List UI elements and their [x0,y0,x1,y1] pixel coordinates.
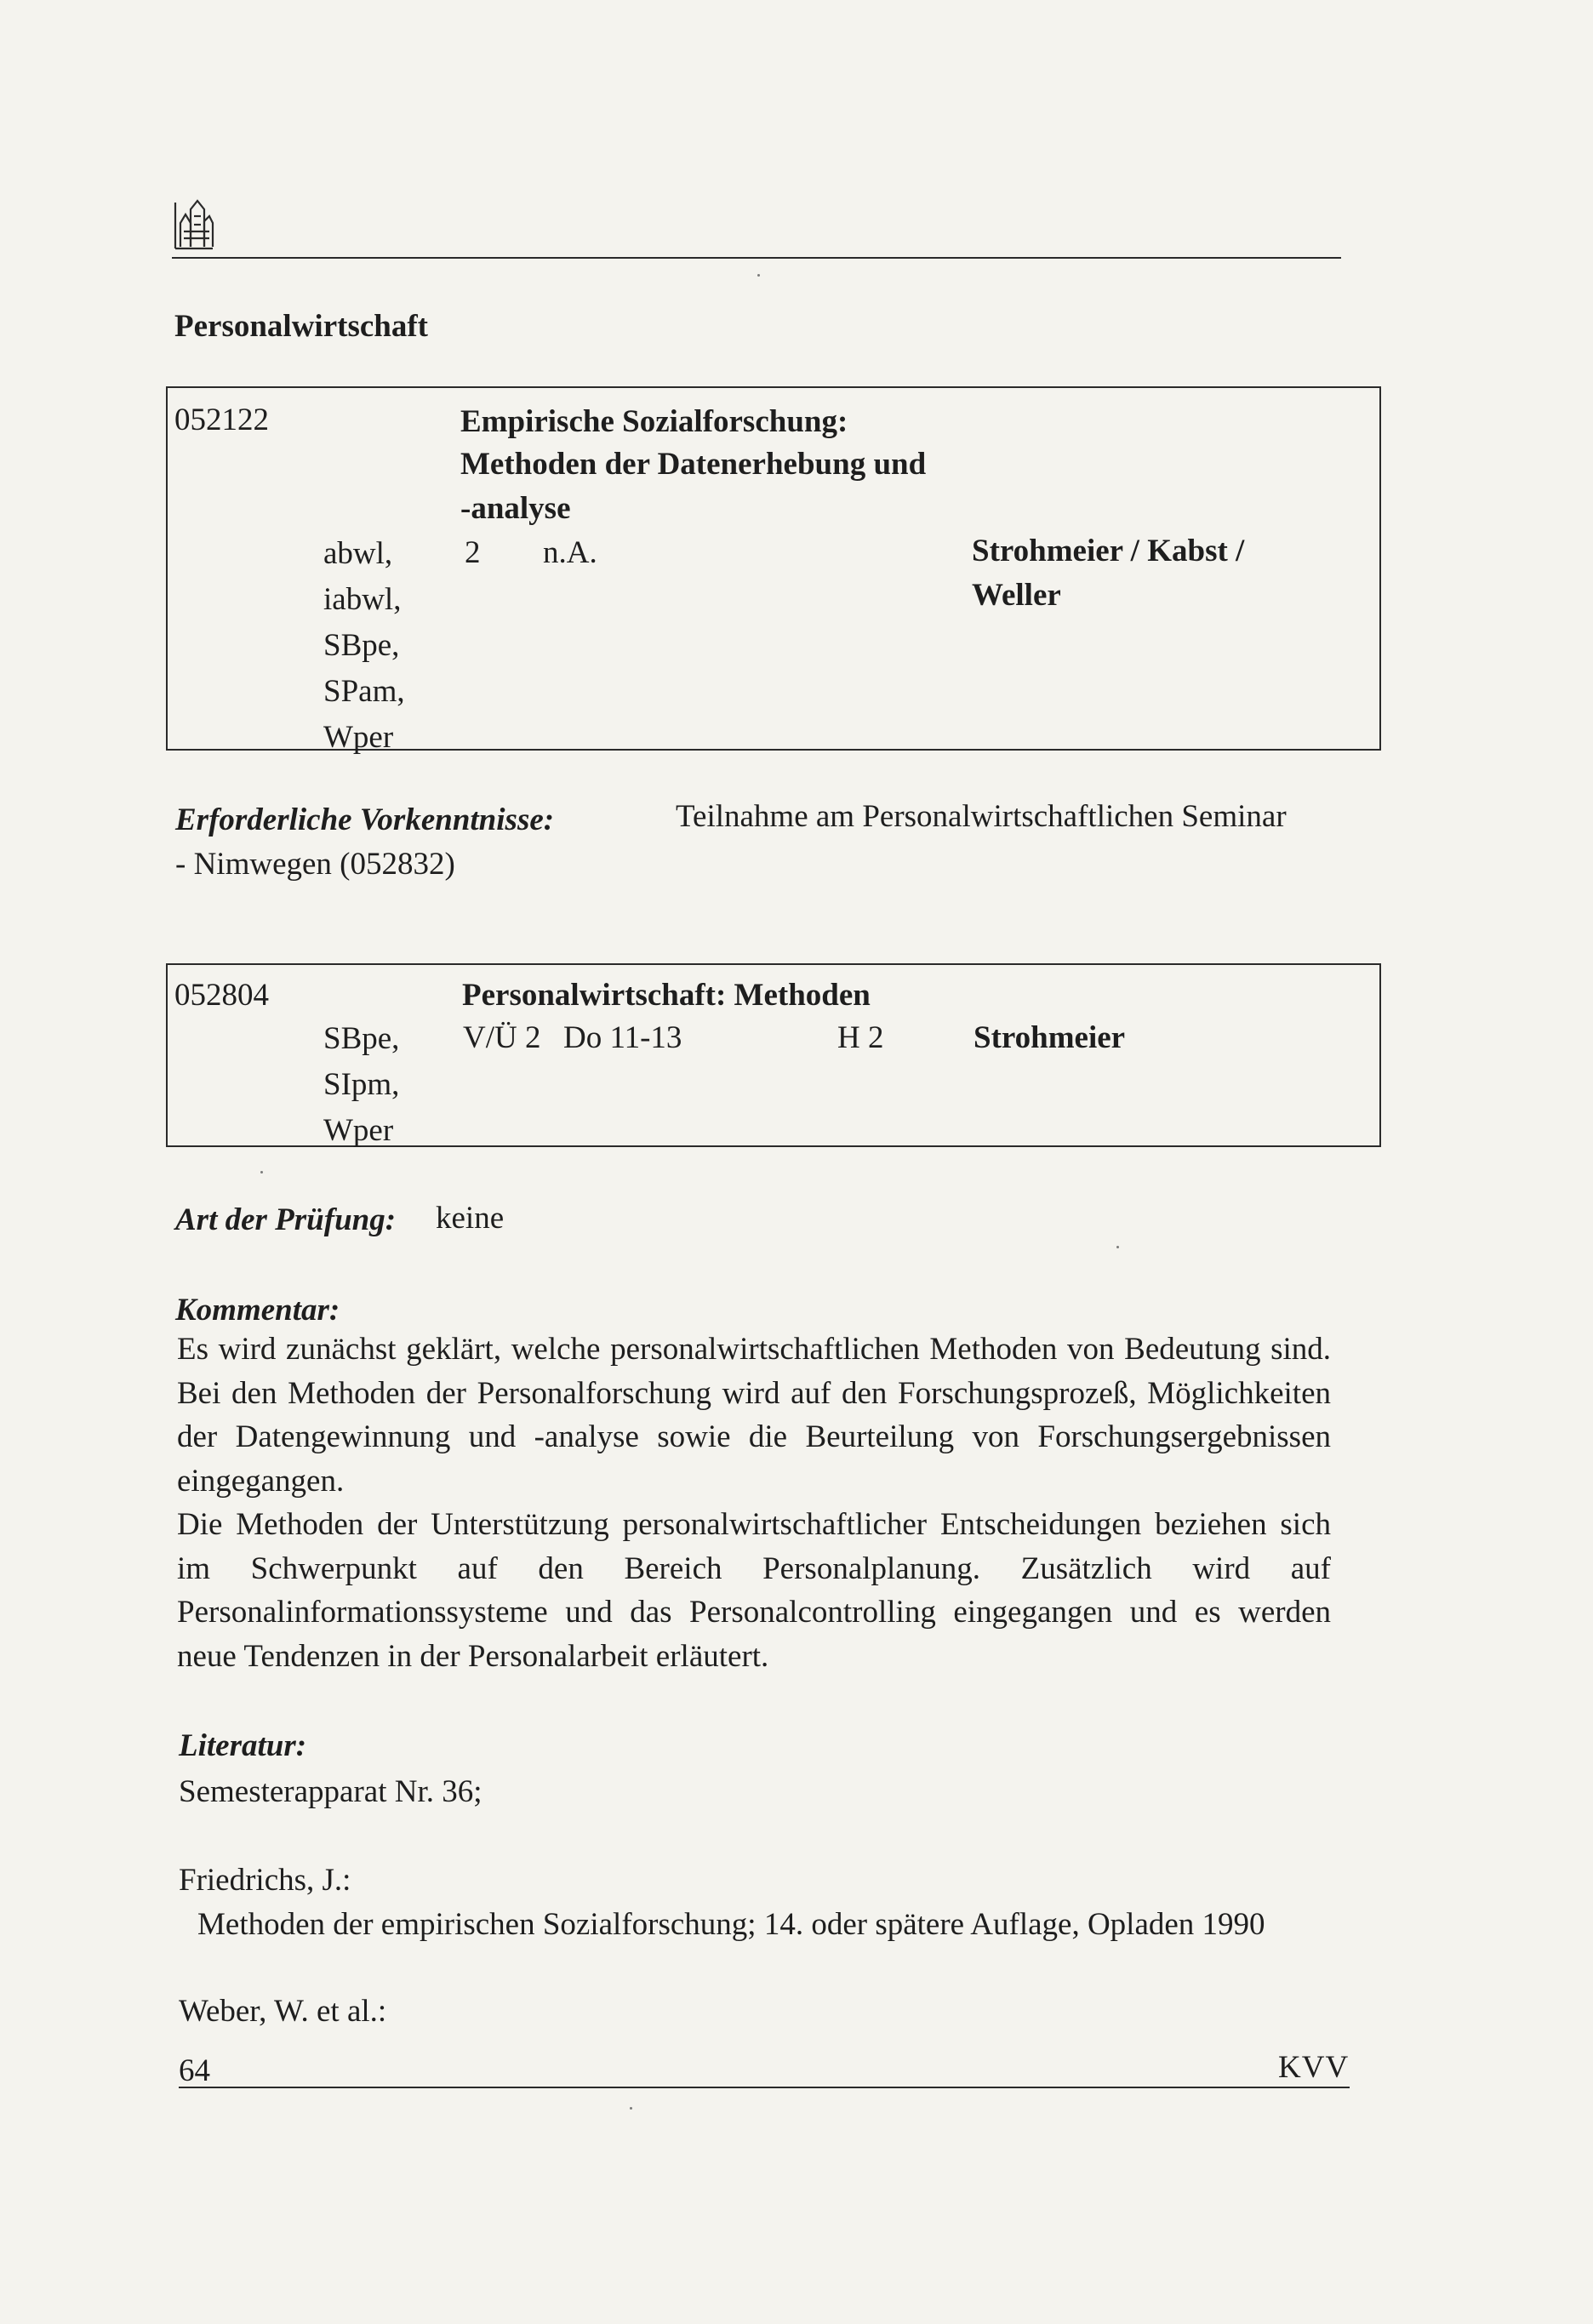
program-item: iabwl, [323,582,402,617]
page-number: 64 [179,2053,210,2088]
header-rule [172,257,1341,259]
semesterapparat: Semesterapparat Nr. 36; [179,1774,482,1809]
footer-label: KVV [1278,2050,1350,2085]
program-item: SBpe, [323,1021,400,1056]
program-item: SBpe, [323,628,400,663]
course-title-line-2: Methoden der Datenerhebung und [460,447,927,482]
course2-code: 052804 [174,978,269,1013]
course-code: 052122 [174,403,269,437]
program-item: SIpm, [323,1067,400,1102]
course-lecturers-line-1: Strohmeier / Kabst / [972,534,1245,568]
program-list [323,531,405,761]
course-title-line-1: Empirische Sozialforschung: [460,404,848,439]
reference-1-author: Friedrichs, J.: [179,1863,351,1898]
prereq-value-cont: - Nimwegen (052832) [175,847,455,882]
program-item: Wper [323,1113,394,1148]
prereq-label: Erforderliche Vorkenntnisse: [175,802,555,837]
course-schedule: n.A. [543,535,597,570]
university-logo-icon [172,197,216,252]
course2-type: V/Ü 2 [463,1020,541,1055]
literature-label: Literatur: [179,1728,307,1763]
program-item: abwl, [323,536,393,571]
course-lecturers-line-2: Weller [972,578,1061,613]
scan-speck [630,2107,632,2110]
course2-time: Do 11-13 [563,1020,682,1055]
course2-room: H 2 [837,1020,884,1055]
program-item: SPam, [323,674,405,709]
reference-2-author: Weber, W. et al.: [179,1994,387,2029]
exam-value: keine [436,1201,505,1236]
section-title: Personalwirtschaft [174,309,428,344]
comment-paragraph-2: Die Methoden der Unterstützung personalwirtschaftlicher Entscheidungen beziehen sich im Schwerpunkt auf den Bereich Personalplanung. Zusätzlich wird auf Personalinformationssysteme und das Personalcontrolling eingegangen und es werden neue Tendenzen in der Personalarbeit erläutert. [177,1507,1331,1674]
course2-title: Personalwirtschaft: Methoden [462,978,871,1013]
comment-paragraph-1: Es wird zunächst geklärt, welche personalwirtschaftlichen Methoden von Bedeutung sind. Bei den Methoden der Personalforschung wird auf den Forschungsprozeß, Möglichkeiten der Datengewinnung und -analyse sowie die Beurteilung von Forschungsergebnissen eingegangen. [177,1332,1331,1499]
scan-speck [1116,1246,1119,1248]
scan-speck [260,1171,263,1173]
exam-label: Art der Prüfung: [175,1202,397,1237]
scan-speck [757,274,760,277]
program-list-2 [323,1016,399,1154]
course-title-line-3: -analyse [460,491,571,526]
prereq-value: Teilnahme am Personalwirtschaftlichen Seminar [676,799,1287,834]
program-item: Wper [323,720,394,755]
course-sws: 2 [465,535,481,570]
reference-1-title: Methoden der empirischen Sozialforschung; 14. oder spätere Auflage, Opladen 1990 [197,1907,1265,1942]
footer-rule [179,2087,1350,2088]
comment-label: Kommentar: [175,1293,340,1328]
course2-lecturer: Strohmeier [974,1020,1126,1055]
